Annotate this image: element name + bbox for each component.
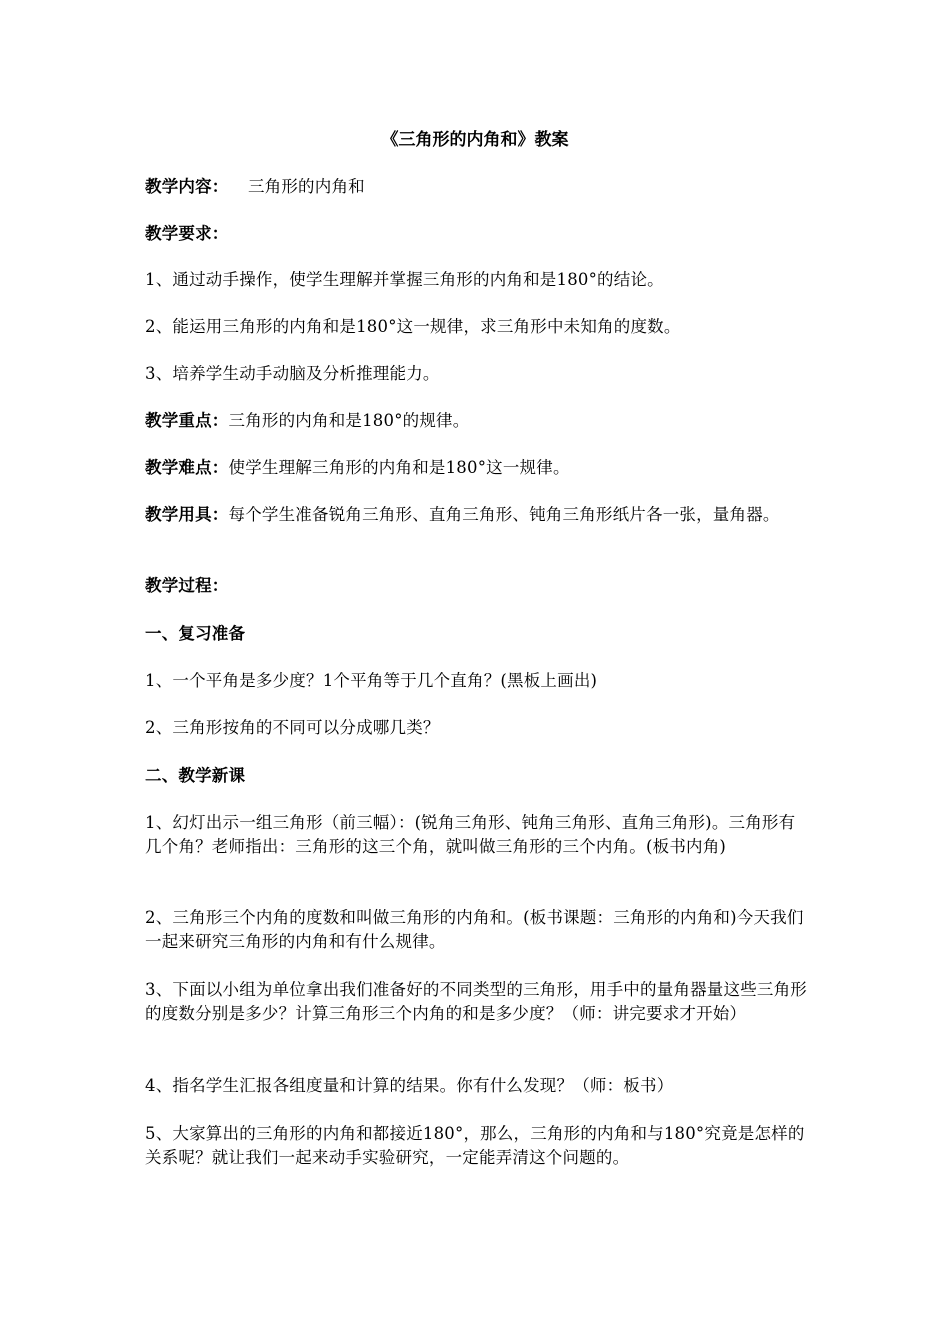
section1-item-2: 2、三角形按角的不同可以分成哪几类？ [145,718,440,737]
section2-item-2: 2、三角形三个内角的度数和叫做三角形的内角和。(板书课题：三角形的内角和)今天我们一起来研究三角形的内角和有什么规律。 [145,908,804,951]
section2-item-3: 3、下面以小组为单位拿出我们准备好的不同类型的三角形，用手中的量角器量这些三角形的度数分别是多少？计算三角形三个内角的和是多少度？（师：讲完要求才开始） [145,980,807,1023]
requirement-item-2: 2、能运用三角形的内角和是180°这一规律，求三角形中未知角的度数。 [145,317,681,336]
section2-item-1: 1、幻灯出示一组三角形（前三幅）：(锐角三角形、钝角三角形、直角三角形)。三角形有几个角？老师指出：三角形的这三个角，就叫做三角形的三个内角。(板书内角) [145,813,796,856]
difficulty-label: 教学难点： [145,458,229,477]
section1-heading: 一、复习准备 [145,624,246,643]
section2-item-4: 4、指名学生汇报各组度量和计算的结果。你有什么发现？（师：板书） [145,1076,674,1095]
requirement-item-1: 1、通过动手操作，使学生理解并掌握三角形的内角和是180°的结论。 [145,270,664,289]
process-label: 教学过程： [145,576,229,595]
teaching-content-label: 教学内容： [145,177,229,196]
section1-item-1: 1、一个平角是多少度？1个平角等于几个直角？(黑板上画出) [145,671,598,690]
teaching-tools-text: 每个学生准备锐角三角形、直角三角形、钝角三角形纸片各一张，量角器。 [228,505,780,524]
requirements-label: 教学要求： [145,224,229,243]
teaching-tools [145,503,810,527]
section2-item-5: 5、大家算出的三角形的内角和都接近180°，那么，三角形的内角和与180°究竟是怎样的关系呢？就让我们一起来动手实验研究，一定能弄清这个问题的。 [145,1124,805,1167]
key-point-label: 教学重点： [145,411,229,430]
difficulty [145,456,810,480]
document-title: 《三角形的内角和》教案 [381,130,569,150]
requirement-item-3: 3、培养学生动手动脑及分析推理能力。 [145,364,440,383]
key-point [145,409,810,433]
teaching-tools-label: 教学用具： [145,505,229,524]
difficulty-text: 使学生理解三角形的内角和是180°这一规律。 [228,458,570,477]
section2-heading: 二、教学新课 [145,766,246,785]
teaching-content-text: 三角形的内角和 [247,177,365,196]
teaching-content [145,175,810,199]
key-point-text: 三角形的内角和是180°的规律。 [228,411,470,430]
